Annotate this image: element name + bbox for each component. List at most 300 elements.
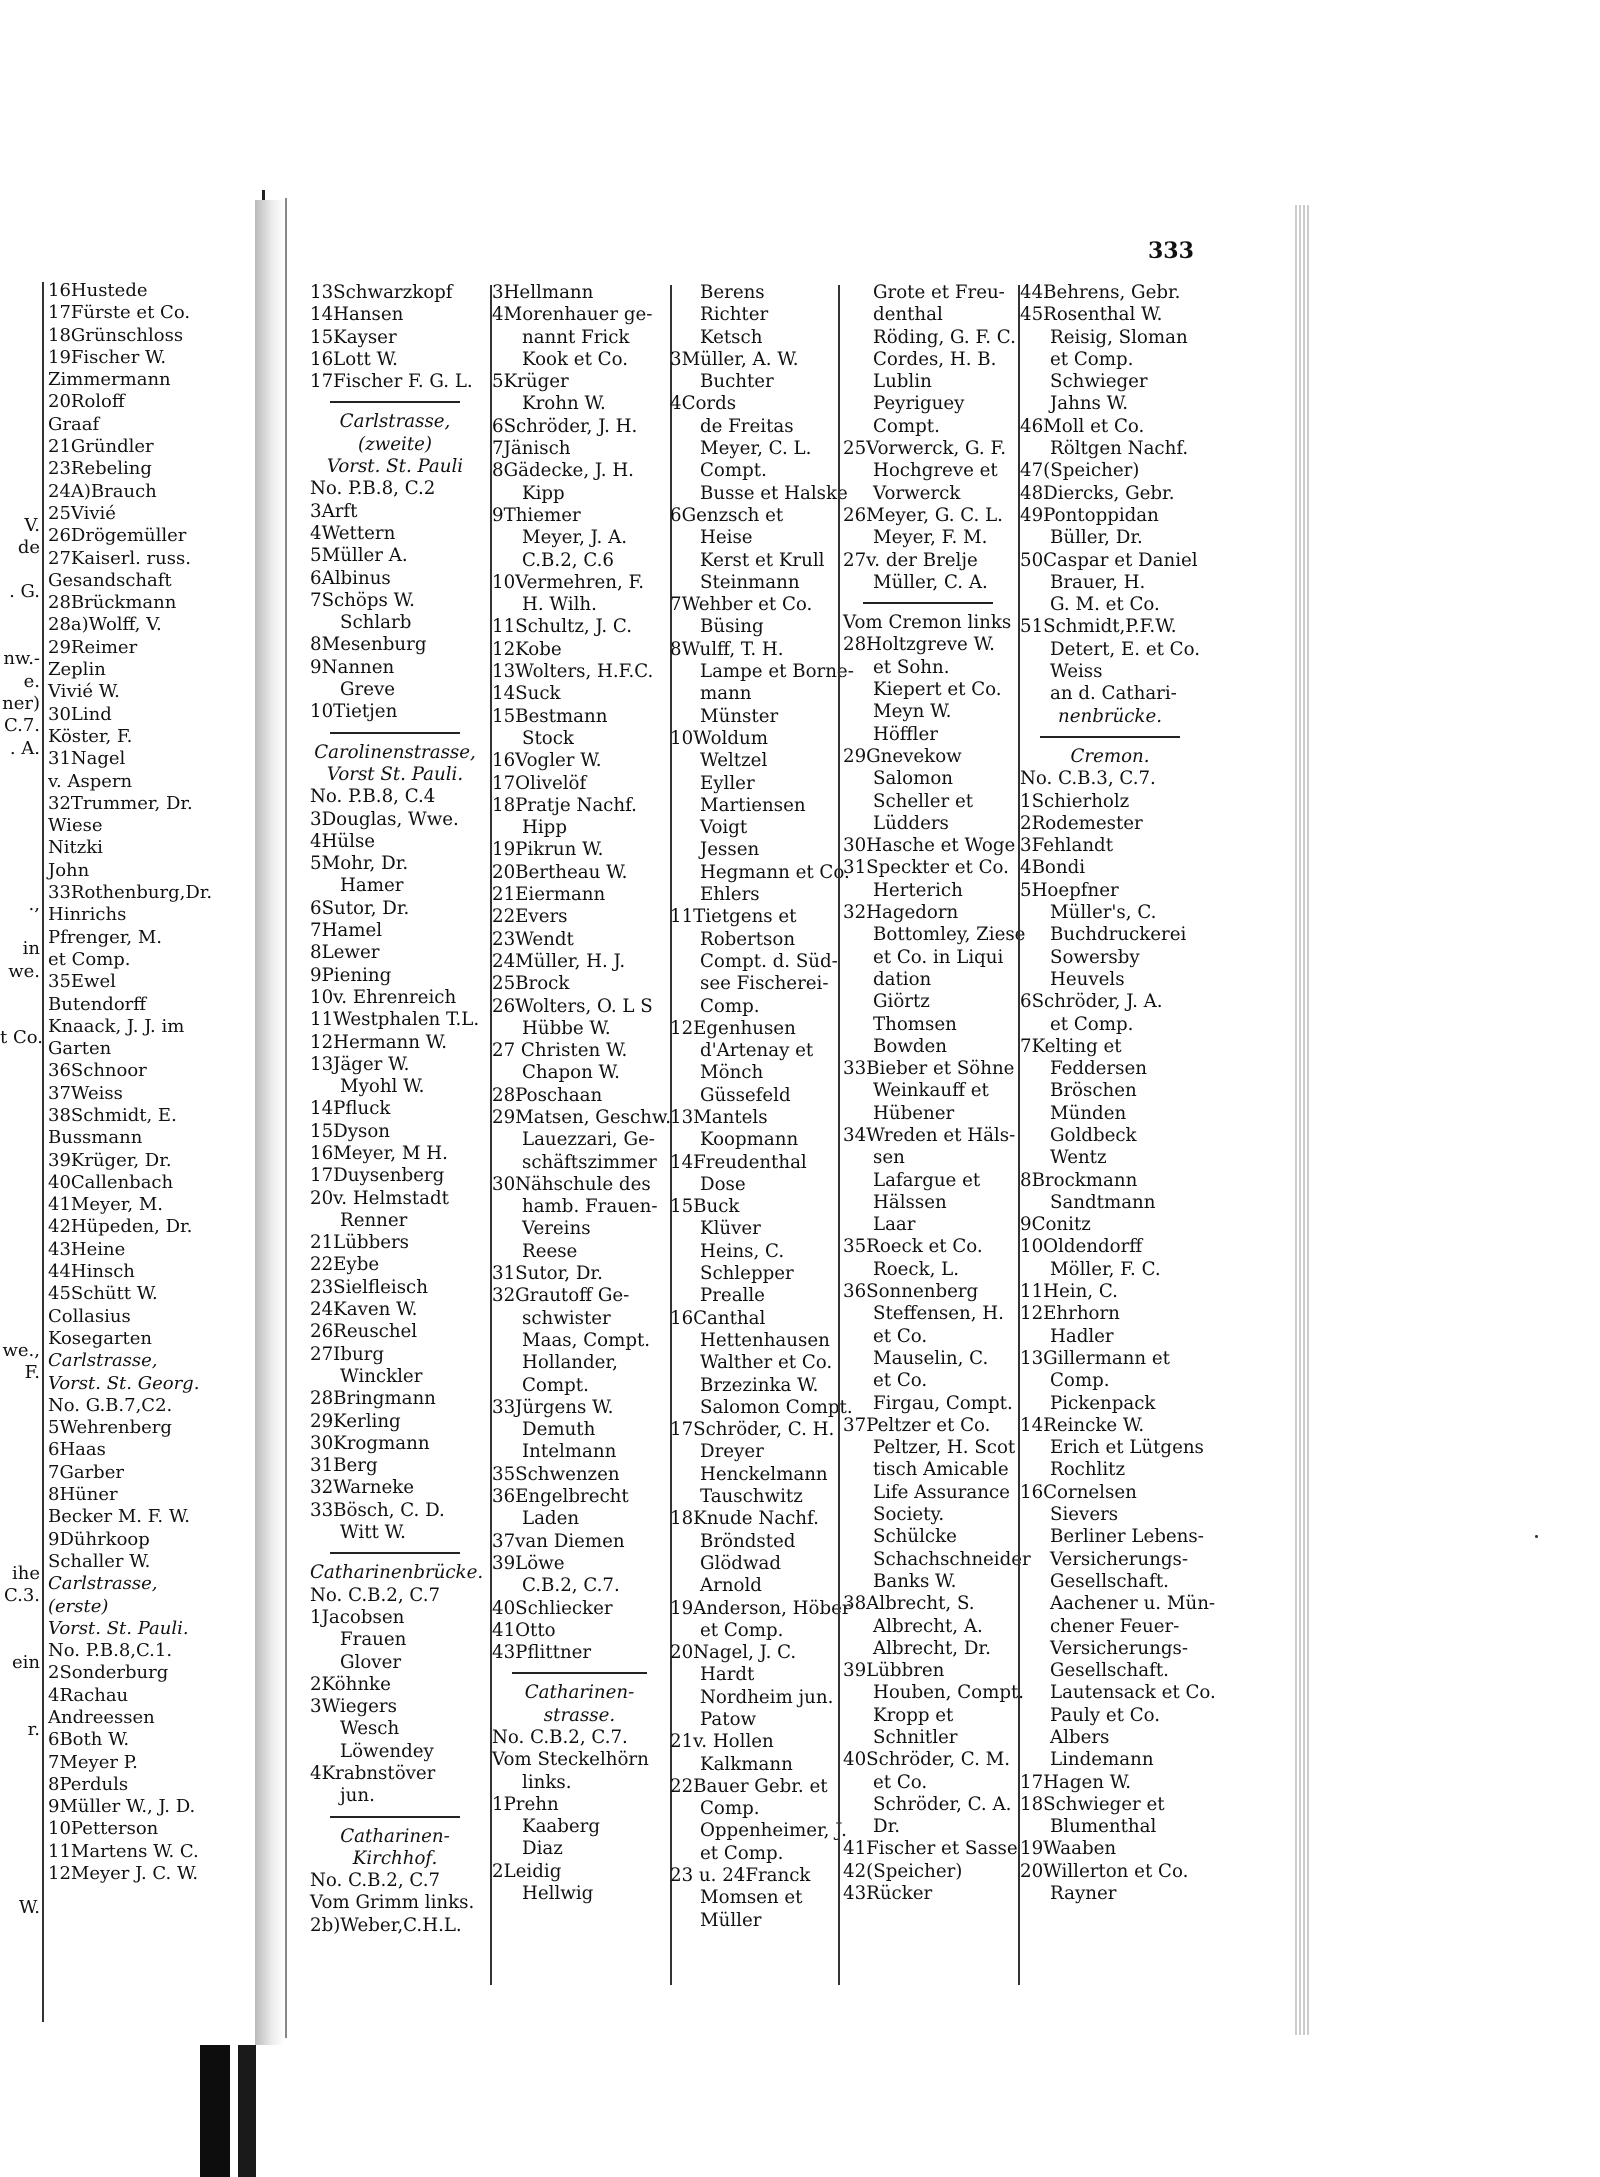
directory-column-2 — [492, 282, 672, 1905]
directory-entry: 3Fehlandt — [1020, 835, 1113, 857]
directory-entry: Vom Cremon links — [843, 612, 1012, 634]
directory-entry-continuation: Rayner — [1050, 1883, 1117, 1905]
directory-entry: 16Meyer, M H. — [310, 1142, 448, 1164]
directory-entry-continuation: d'Artenay et — [700, 1040, 814, 1062]
column-rule-3 — [838, 285, 840, 1985]
directory-entry: 32Trummer, Dr. — [48, 792, 193, 814]
directory-entry: 38Albrecht, S. — [843, 1593, 975, 1615]
directory-entry-continuation: nannt Frick — [522, 326, 630, 348]
directory-entry: 26Meyer, G. C. L. — [843, 504, 1003, 526]
directory-entry: 18Schwieger et — [1020, 1793, 1165, 1815]
directory-entry: 12Meyer J. C. W. — [48, 1863, 199, 1885]
directory-entry-continuation: Schachschneider — [873, 1548, 1031, 1570]
fragment-text — [0, 1005, 40, 1027]
directory-entry: 9Müller W., J. D. — [48, 1796, 196, 1818]
directory-entry: 6Both W. — [48, 1729, 130, 1751]
directory-entry: 6Schröder, J. H. — [492, 415, 638, 437]
directory-entry: 41Meyer, M. — [48, 1194, 164, 1216]
directory-entry-continuation: et Comp. — [700, 1842, 784, 1864]
directory-entry-continuation: G. M. et Co. — [1050, 594, 1160, 616]
directory-entry: 11Martens W. C. — [48, 1840, 199, 1862]
street-heading: (zweite) — [358, 433, 432, 455]
directory-entry-continuation: Albers — [1050, 1727, 1110, 1748]
directory-entry-continuation: Comp. — [1050, 1370, 1110, 1392]
directory-entry-continuation: Intelmann — [522, 1441, 617, 1463]
directory-entry-continuation: Mönch — [700, 1062, 764, 1084]
directory-entry-continuation: Albrecht, Dr. — [873, 1637, 991, 1659]
directory-entry: v. Aspern — [48, 770, 133, 792]
fragment-text — [0, 1473, 40, 1495]
directory-entry: 16Cornelsen — [1020, 1481, 1137, 1503]
directory-entry: 36Sonnenberg — [843, 1281, 979, 1303]
directory-entry-continuation: dation — [873, 968, 932, 990]
directory-entry: 6Genzsch et — [670, 504, 784, 526]
directory-entry-continuation: Röding, G. F. C. — [873, 326, 1016, 348]
directory-entry-continuation: Tauschwitz — [700, 1486, 803, 1508]
directory-entry-continuation: Martiensen — [700, 794, 806, 816]
directory-entry-continuation: Schülcke — [873, 1526, 957, 1548]
directory-entry: 17Duysenberg — [310, 1165, 445, 1187]
fragment-text — [0, 1094, 40, 1116]
directory-entry-continuation: Kiepert et Co. — [873, 679, 1002, 701]
directory-entry-continuation: Möller, F. C. — [1050, 1258, 1161, 1280]
directory-entry-continuation: Wentz — [1050, 1147, 1107, 1169]
directory-entry-continuation: Houben, Compt. — [873, 1682, 1025, 1704]
directory-entry-continuation: Henckelmann — [700, 1463, 828, 1485]
directory-entry-continuation: Greve — [340, 679, 396, 701]
directory-entry: 27Iburg — [310, 1343, 385, 1365]
directory-entry: 32Hagedorn — [843, 902, 959, 924]
fragment-text: C.7. — [3, 715, 40, 737]
directory-entry-continuation: Bowden — [873, 1035, 948, 1057]
directory-entry: 21Eiermann — [492, 884, 606, 906]
directory-entry: 13Gillermann et — [1020, 1347, 1170, 1369]
directory-entry-continuation: Compt. — [873, 415, 940, 437]
directory-entry-continuation: de Freitas — [700, 415, 794, 437]
directory-entry-continuation: Büller, Dr. — [1050, 527, 1143, 549]
directory-entry: Carlstrasse, — [48, 1350, 158, 1372]
directory-entry: 17Olivelöf — [492, 772, 587, 794]
directory-entry-continuation: Versicherungs- — [1050, 1548, 1188, 1570]
directory-column-3 — [670, 282, 854, 1932]
directory-entry: 24Müller, H. J. — [492, 950, 626, 972]
directory-entry: No. P.B.8,C.1. — [48, 1640, 173, 1662]
page-number: 333 — [1148, 238, 1194, 264]
directory-entry-continuation: Momsen et — [700, 1887, 803, 1909]
directory-entry: 5Müller A. — [310, 545, 408, 567]
fragment-text — [0, 1696, 40, 1718]
directory-entry: 7Garber — [48, 1461, 124, 1483]
directory-entry: 39Löwe — [492, 1552, 565, 1574]
directory-entry-continuation: Buchter — [700, 371, 774, 393]
directory-entry: 17Fürste et Co. — [48, 302, 191, 324]
directory-entry: 2Leidig — [492, 1860, 562, 1882]
directory-entry: Nitzki — [48, 837, 103, 859]
directory-entry-continuation: hamb. Frauen- — [522, 1196, 658, 1218]
directory-entry: 21Gründler — [48, 436, 154, 458]
directory-entry-continuation: Banks W. — [873, 1570, 957, 1592]
directory-entry: 13Schwarzkopf — [310, 282, 453, 303]
speck — [1535, 1535, 1538, 1538]
directory-entry: 16Lott W. — [310, 348, 398, 370]
directory-entry-continuation: Hälssen — [873, 1191, 947, 1213]
fragment-text: e. — [23, 670, 40, 692]
directory-entry: 32Warneke — [310, 1477, 415, 1499]
directory-entry-continuation: Hadler — [1050, 1325, 1114, 1347]
directory-entry: 3Douglas, Wwe. — [310, 808, 459, 830]
directory-entry: Zimmermann — [48, 369, 171, 391]
directory-entry-continuation: Koopmann — [700, 1129, 799, 1151]
fragment-text — [0, 1986, 40, 2008]
directory-entry: Gesandschaft — [48, 569, 172, 591]
directory-entry-continuation: Kaaberg — [522, 1816, 601, 1838]
fragment-text — [0, 1919, 40, 1941]
directory-entry: 20Roloff — [48, 391, 125, 413]
fragment-text — [0, 827, 40, 849]
section-divider — [1040, 736, 1180, 738]
directory-entry-continuation: Jessen — [700, 839, 760, 861]
fragment-text — [0, 1830, 40, 1852]
directory-entry-continuation: Frauen — [340, 1629, 407, 1651]
directory-entry-continuation: Feddersen — [1050, 1058, 1147, 1080]
directory-entry: 8Hüner — [48, 1484, 118, 1506]
directory-entry: No. C.B.2, C.7. — [492, 1727, 628, 1748]
directory-entry-continuation: Weinkauff et — [873, 1080, 989, 1102]
directory-entry-continuation: Güssefeld — [700, 1084, 791, 1106]
directory-entry-continuation: Lampe et Borne- — [700, 661, 854, 683]
directory-entry: 11Hein, C. — [1020, 1281, 1118, 1303]
directory-entry: 43Heine — [48, 1238, 126, 1260]
fragment-text — [0, 1607, 40, 1629]
directory-entry: 23Rebeling — [48, 458, 152, 480]
directory-entry-continuation: Dr. — [873, 1816, 901, 1838]
directory-entry: 40Callenbach — [48, 1171, 174, 1193]
directory-entry: 4Bondi — [1020, 857, 1086, 879]
directory-entry-continuation: Thomsen — [873, 1013, 957, 1035]
directory-entry: 3Müller, A. W. — [670, 348, 799, 370]
fragment-text — [0, 1429, 40, 1451]
section-divider — [330, 401, 460, 403]
left-fragment-column-a — [0, 470, 43, 2045]
directory-entry-continuation: et Co. — [873, 1325, 928, 1347]
directory-entry: 26Reuschel — [310, 1321, 418, 1343]
directory-entry: 10Petterson — [48, 1818, 159, 1840]
directory-entry: 15Buck — [670, 1196, 740, 1218]
directory-entry: 4Rachau — [48, 1684, 129, 1706]
directory-entry-continuation: Heins, C. — [700, 1240, 785, 1262]
directory-entry: No. P.B.8, C.4 — [310, 786, 436, 808]
street-heading: Carolinenstrasse, — [314, 741, 476, 763]
directory-entry-continuation: Brauer, H. — [1050, 571, 1146, 593]
directory-entry: 39Lübbren — [843, 1660, 945, 1682]
street-heading: Catharinen- — [340, 1825, 450, 1847]
street-heading: nenbrücke. — [1058, 705, 1162, 727]
directory-entry-continuation: Hamer — [340, 875, 404, 897]
directory-entry-continuation: Oppenheimer, J. — [700, 1820, 847, 1842]
directory-entry: 4Morenhauer ge- — [492, 304, 653, 326]
directory-entry-continuation: Bottomley, Ziese — [873, 924, 1026, 946]
directory-entry-continuation: Society. — [873, 1504, 945, 1526]
fragment-text: nw.- — [3, 648, 40, 670]
directory-entry-continuation: C.B.2, C.7. — [522, 1575, 620, 1597]
directory-entry: 14Reincke W. — [1020, 1414, 1145, 1436]
directory-entry: 8Perduls — [48, 1773, 129, 1795]
fragment-text — [0, 626, 40, 648]
directory-entry-continuation: Münden — [1050, 1102, 1127, 1124]
directory-entry: 28a)Wolff, V. — [48, 614, 162, 636]
directory-entry-continuation: Büsing — [700, 616, 764, 638]
directory-entry-continuation: et Co. — [873, 1370, 928, 1392]
fragment-text — [0, 1540, 40, 1562]
directory-entry-continuation: Grote et Freu- — [873, 282, 1005, 303]
directory-entry: 33Bieber et Söhne — [843, 1058, 1015, 1080]
directory-entry: 29Kerling — [310, 1410, 401, 1432]
directory-entry-continuation: Krohn W. — [522, 393, 606, 415]
directory-entry: 31Sutor, Dr. — [492, 1263, 603, 1285]
fragment-text: in — [22, 938, 40, 960]
directory-entry: 13Jäger W. — [310, 1053, 410, 1075]
gutter-shadow — [255, 200, 285, 2045]
directory-entry: No. G.B.7,C2. — [48, 1394, 173, 1416]
fragment-text — [0, 1875, 40, 1897]
section-divider — [330, 732, 460, 734]
directory-entry: 26Wolters, O. L S — [492, 995, 653, 1017]
directory-entry-continuation: Dreyer — [700, 1441, 764, 1463]
directory-entry: Garten — [48, 1038, 112, 1060]
fragment-text — [0, 804, 40, 826]
left-page — [0, 190, 265, 2045]
directory-entry-continuation: Hochgreve et — [873, 460, 998, 482]
directory-entry: 31Nagel — [48, 748, 126, 770]
directory-entry: 10v. Ehrenreich — [310, 986, 457, 1008]
directory-entry-continuation: Walther et Co. — [700, 1352, 833, 1374]
directory-entry-continuation: Reisig, Sloman — [1050, 326, 1188, 348]
directory-entry: 5Krüger — [492, 371, 569, 393]
street-heading: Kirchhof. — [352, 1847, 438, 1869]
directory-entry-continuation: Salomon Compt. — [700, 1396, 853, 1418]
directory-entry: Vorst. St. Pauli. — [48, 1617, 189, 1639]
directory-entry: 9Dührkoop — [48, 1528, 150, 1550]
fragment-text: t Co. — [0, 1027, 43, 1049]
directory-entry-continuation: Sievers — [1050, 1504, 1119, 1526]
directory-entry: 4Cords — [670, 393, 737, 415]
fragment-text — [0, 1117, 40, 1139]
directory-entry: 6Albinus — [310, 567, 391, 589]
fragment-text — [0, 1808, 40, 1830]
directory-entry-continuation: Weltzel — [700, 750, 768, 772]
directory-entry-continuation: Robertson — [700, 928, 796, 950]
fragment-text: we. — [8, 960, 40, 982]
directory-entry-continuation: Albrecht, A. — [873, 1615, 983, 1637]
directory-entry-continuation: Diaz — [522, 1838, 563, 1860]
directory-entry-continuation: Lautensack et Co. — [1050, 1682, 1216, 1704]
directory-entry: No. C.B.2, C.7 — [310, 1584, 441, 1606]
directory-entry-continuation: Löwendey — [340, 1740, 434, 1762]
directory-entry: 32Grautoff Ge- — [492, 1285, 630, 1307]
directory-entry-continuation: Lauezzari, Ge- — [522, 1129, 655, 1151]
directory-entry: et Comp. — [48, 948, 131, 970]
directory-entry-continuation: Arnold — [700, 1575, 762, 1597]
directory-entry-continuation: Klüver — [700, 1218, 761, 1240]
directory-entry: 14Suck — [492, 683, 561, 705]
directory-entry: 19Pikrun W. — [492, 839, 604, 861]
directory-entry: 23 u. 24Franck — [670, 1865, 811, 1887]
directory-entry-continuation: Erich et Lütgens — [1050, 1437, 1204, 1459]
directory-entry: 5Wehrenberg — [48, 1417, 172, 1439]
directory-entry: 48Diercks, Gebr. — [1020, 482, 1175, 504]
directory-entry: 21Lübbers — [310, 1232, 410, 1254]
fragment-text — [0, 1228, 40, 1250]
directory-entry-continuation: Sandtmann — [1050, 1191, 1156, 1213]
directory-entry-continuation: Maas, Compt. — [522, 1329, 651, 1351]
directory-entry-continuation: Stock — [522, 727, 574, 749]
fragment-text — [0, 916, 40, 938]
directory-entry-continuation: Hegmann et Co. — [700, 861, 850, 883]
directory-entry: 7Schöps W. — [310, 589, 415, 611]
directory-entry: Becker M. F. W. — [48, 1506, 190, 1528]
directory-entry-continuation: Detert, E. et Co. — [1050, 638, 1201, 660]
directory-entry-continuation: schwister — [522, 1307, 611, 1329]
fragment-text — [0, 1161, 40, 1183]
directory-entry-continuation: an d. Cathari- — [1050, 683, 1177, 705]
directory-entry: 6Sutor, Dr. — [310, 897, 410, 919]
directory-entry: 20Bertheau W. — [492, 861, 628, 883]
directory-entry: 9Nannen — [310, 656, 395, 678]
directory-entry-continuation: Hübener — [873, 1102, 955, 1124]
fragment-text: we., — [2, 1339, 40, 1361]
fragment-text — [0, 1050, 40, 1072]
directory-entry: 24A)Brauch — [48, 480, 157, 502]
directory-entry: Vorst. St. Georg. — [48, 1372, 200, 1394]
street-heading: Cremon. — [1070, 745, 1150, 767]
directory-entry: 12Ehrhorn — [1020, 1303, 1120, 1325]
directory-entry-continuation: see Fischerei- — [700, 973, 829, 995]
directory-entry: 33Bösch, C. D. — [310, 1499, 445, 1521]
directory-entry-continuation: Gesellschaft. — [1050, 1570, 1169, 1592]
directory-entry: 4Wettern — [310, 522, 396, 544]
directory-entry-continuation: Ketsch — [700, 326, 763, 348]
fragment-text — [0, 559, 40, 581]
directory-entry: 1Schierholz — [1020, 790, 1130, 812]
directory-entry: 6Schröder, J. A. — [1020, 991, 1163, 1013]
directory-entry-continuation: jun. — [340, 1785, 375, 1807]
directory-entry: Bussmann — [48, 1127, 143, 1149]
page-edge — [1295, 205, 1309, 2035]
directory-entry: 3Arft — [310, 500, 358, 522]
fragment-text — [0, 470, 40, 492]
directory-entry: 13Wolters, H.F.C. — [492, 661, 654, 683]
directory-entry: 35Roeck et Co. — [843, 1236, 983, 1258]
directory-entry: 2Rodemester — [1020, 812, 1143, 834]
directory-entry: 29Gnevekow — [843, 745, 962, 767]
street-heading: Vorst. St. Pauli — [326, 456, 464, 478]
fragment-text — [0, 2008, 40, 2030]
directory-entry: 10Oldendorff — [1020, 1236, 1143, 1258]
directory-entry: 28Brückmann — [48, 592, 177, 614]
directory-entry-continuation: Hettenhausen — [700, 1329, 830, 1351]
fragment-text — [0, 983, 40, 1005]
directory-entry: 18Pratje Nachf. — [492, 794, 637, 816]
directory-entry-continuation: Lafargue et — [873, 1169, 981, 1191]
directory-entry: 9Piening — [310, 964, 392, 986]
directory-entry-continuation: Cordes, H. B. — [873, 348, 997, 370]
directory-entry-continuation: Schlarb — [340, 612, 412, 634]
fragment-text — [0, 1629, 40, 1651]
directory-entry-continuation: Hollander, — [522, 1352, 618, 1374]
directory-entry-continuation: C.B.2, C.6 — [522, 549, 614, 571]
directory-entry-continuation: Mauselin, C. — [873, 1347, 989, 1369]
directory-entry: 12Kobe — [492, 638, 562, 660]
directory-entry-continuation: Kook et Co. — [522, 348, 628, 370]
left-fragment-column-b — [48, 280, 212, 1885]
directory-entry: 47(Speicher) — [1020, 460, 1140, 482]
directory-entry: Wiese — [48, 815, 103, 837]
fragment-text — [0, 1072, 40, 1094]
directory-entry-continuation: Peltzer, H. Scot — [873, 1437, 1016, 1459]
directory-entry-continuation: Voigt — [700, 817, 748, 839]
directory-entry-continuation: Lindemann — [1050, 1749, 1154, 1771]
directory-entry: 33Jürgens W. — [492, 1396, 614, 1418]
directory-entry: 27v. der Brelje — [843, 549, 978, 571]
fragment-text — [0, 492, 40, 514]
directory-entry: 8Mesenburg — [310, 634, 427, 656]
directory-entry-continuation: Münster — [700, 705, 779, 727]
directory-entry-continuation: Kropp et — [873, 1704, 954, 1726]
fragment-text — [0, 871, 40, 893]
directory-entry-continuation: Bröndsted — [700, 1530, 796, 1552]
directory-entry: 11Tietgens et — [670, 906, 797, 928]
directory-entry: 26Drögemüller — [48, 525, 187, 547]
directory-entry-continuation: Patow — [700, 1709, 757, 1730]
directory-entry: Köster, F. — [48, 725, 133, 747]
directory-entry: 1Jacobsen — [310, 1606, 405, 1628]
left-column-rule — [42, 282, 44, 2022]
directory-entry-continuation: Meyer, F. M. — [873, 527, 988, 549]
directory-entry: Vom Steckelhörn — [492, 1749, 649, 1771]
directory-entry: 12Hermann W. — [310, 1031, 448, 1053]
fragment-text — [0, 1206, 40, 1228]
fragment-text — [0, 604, 40, 626]
directory-entry: 37Weiss — [48, 1082, 123, 1104]
directory-entry-continuation: Röltgen Nachf. — [1050, 438, 1189, 460]
fragment-text — [0, 1406, 40, 1428]
directory-entry-continuation: Höffler — [873, 723, 939, 745]
directory-entry: 19Fischer W. — [48, 346, 167, 368]
directory-entry: 18Grünschloss — [48, 324, 184, 346]
directory-entry-continuation: Hardt — [700, 1664, 755, 1686]
directory-entry-continuation: Life Assurance — [873, 1481, 1010, 1503]
directory-entry: 35Ewel — [48, 971, 116, 993]
directory-entry: 19Anderson, Höber — [670, 1597, 851, 1619]
fragment-text — [0, 2031, 40, 2045]
directory-entry: 33Rothenburg,Dr. — [48, 882, 213, 904]
directory-entry-continuation: Jahns W. — [1050, 393, 1128, 415]
directory-entry: 9Thiemer — [492, 504, 581, 526]
directory-entry: 12Egenhusen — [670, 1017, 796, 1039]
fragment-text: de — [17, 536, 40, 558]
fragment-text — [0, 1384, 40, 1406]
fragment-text: C.3. — [3, 1584, 40, 1606]
fragment-text — [0, 1250, 40, 1272]
fragment-text — [0, 1763, 40, 1785]
directory-entry-continuation: Busse et Halske — [700, 482, 848, 504]
directory-entry: 2Sonderburg — [48, 1662, 169, 1684]
directory-entry-continuation: Berliner Lebens- — [1050, 1526, 1204, 1548]
directory-entry: 37van Diemen — [492, 1530, 625, 1552]
directory-entry: 16Vogler W. — [492, 750, 602, 772]
directory-entry-continuation: Scheller et — [873, 790, 974, 812]
directory-entry-continuation: Comp. — [700, 1798, 760, 1820]
